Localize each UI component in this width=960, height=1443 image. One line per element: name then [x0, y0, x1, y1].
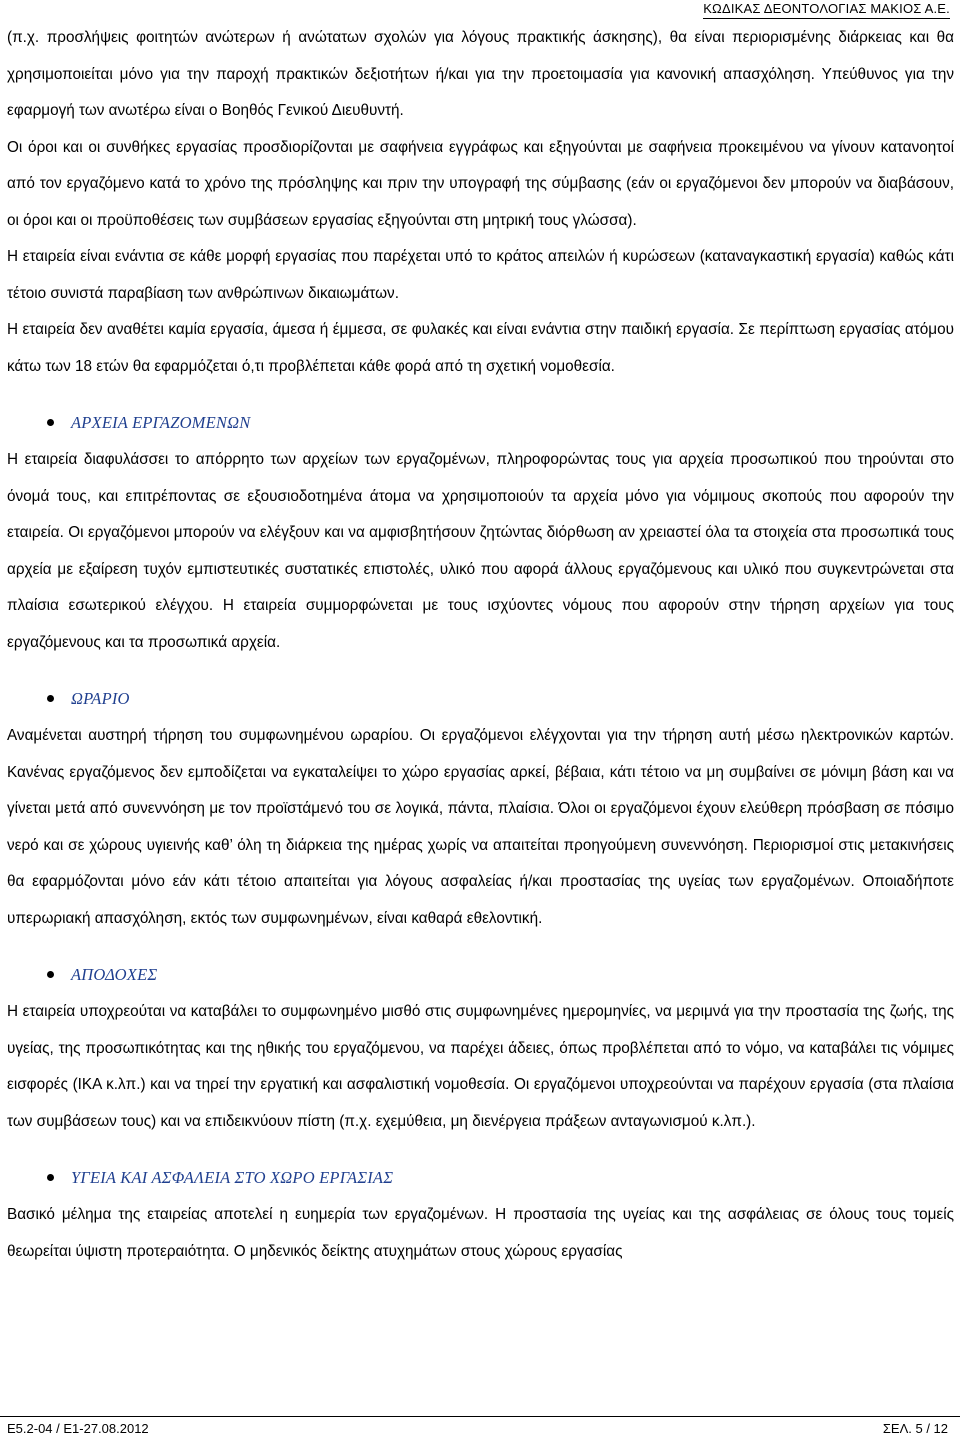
section-body-working-hours: Αναμένεται αυστηρή τήρηση του συμφωνημένου ωραρίου. Οι εργαζόμενοι ελέγχονται για την τήρηση αυτή μέσω ηλεκτρονικών καρτών. Κανένας εργαζόμενος δεν εμποδίζεται να εγκαταλείψει το χώρο εργασίας αρκεί, βέβαια, κάτι τέτοιο να μη συμβαίνει σε μόνιμη βάση και να γίνεται μετά από συνεννόηση με τον προϊστάμενό του σε λογικά, πάντα, πλαίσια. Όλοι οι εργαζόμενοι έχουν ελεύθερη πρόσβαση σε πόσιμο νερό και σε χώρους υγιεινής καθ’ όλη τη διάρκεια της ημέρας χωρίς να απαιτείται προηγούμενη συνεννόηση. Περιορισμοί στις μετακινήσεις θα εφαρμόζονται μόνο εάν κάτι τέτοιο απαιτείται για λόγους ασφαλείας ή/και προστασίας της υγείας των εργαζομένων. Οποιαδήποτε υπερωριακή απασχόληση, εκτός των συμφωνημένων, είναι καθαρά εθελοντική. [7, 727, 954, 927]
intro-paragraph-2: Οι όροι και οι συνθήκες εργασίας προσδιορίζονται με σαφήνεια εγγράφως και εξηγούνται με σαφήνεια προκειμένου να γίνουν κατανοητοί από τον εργαζόμενο κατά το χρόνο της πρόσληψης και πριν την υπογραφή της σύμβασης (εάν οι εργαζόμενοι δεν μπορούν να διαβάσουν, οι όροι και οι προϋποθέσεις των συμβάσεων εργασίας εξηγούνται στη μητρική τους γλώσσα). [7, 138, 954, 229]
page-header [703, 0, 950, 19]
section-body-employee-records: Η εταιρεία διαφυλάσσει το απόρρητο των αρχείων των εργαζομένων, πληροφορώντας τους για αρχεία προσωπικού που τηρούνται στο όνομά τους, και επιτρέποντας σε εξουσιοδοτημένα άτομα να χρησιμοποιούν τα αρχεία μόνο για νόμιμους σκοπούς που αφορούν την εταιρεία. Οι εργαζόμενοι μπορούν να ελέγξουν και να αμφισβητήσουν ζητώντας διόρθωση αν χρειαστεί όλα τα στοιχεία στα προσωπικά τους αρχεία με εξαίρεση τυχόν εμπιστευτικές συστατικές επιστολές, υλικό που αφορά άλλους εργαζόμενους και υλικό που συγκεντρώνεται στα πλαίσια εσωτερικού ελέγχου. Η εταιρεία συμμορφώνεται με τους ισχύοντες νόμους που αφορούν στην τήρηση αρχείων για τους εργαζόμενους και τα προσωπικά αρχεία. [7, 451, 954, 651]
section-heading-working-hours [7, 681, 954, 721]
page-footer [0, 1416, 960, 1443]
section-title: ΑΡΧΕΙΑ ΕΡΓΑΖΟΜΕΝΩΝ [71, 413, 251, 432]
bullet-icon [47, 419, 54, 426]
section-title: ΩΡΑΡΙΟ [71, 689, 130, 708]
intro-paragraph-1: (π.χ. προσλήψεις φοιτητών ανώτερων ή ανώτατων σχολών για λόγους πρακτικής άσκησης), θα είναι περιορισμένης διάρκειας και θα χρησιμοποιείται μόνο για την παροχή πρακτικών δεξιοτήτων ή/και για την προετοιμασία για κανονική απασχόληση. Υπεύθυνος για την εφαρμογή των ανωτέρω είναι ο Βοηθός Γενικού Διευθυντή. [7, 29, 954, 119]
section-title: ΑΠΟΔΟΧΕΣ [71, 965, 158, 984]
bullet-icon [47, 695, 54, 702]
document-title: ΚΩΔΙΚΑΣ ΔΕΟΝΤΟΛΟΓΙΑΣ ΜΑΚΙΟΣ Α.Ε. [703, 1, 950, 16]
section-body-remuneration: Η εταιρεία υποχρεούται να καταβάλει το συμφωνημένο μισθό στις συμφωνημένες ημερομηνίες, να μεριμνά για την προστασία της ζωής, της υγείας, της προσωπικότητας και της ηθικής του εργαζόμενου, να παρέχει άδειες, όπως προβλέπεται από το νόμο, να καταβάλει τις νόμιμες εισφορές (ΙΚΑ κ.λπ.) και να τηρεί την εργατική και ασφαλιστική νομοθεσία. Οι εργαζόμενοι υποχρεούνται να παρέχουν εργασία (στα πλαίσια των συμβάσεων τους) και να επιδεικνύουν πίστη (π.χ. εχεμύθεια, μη διενέργεια πράξεων ανταγωνισμού κ.λπ.). [7, 1003, 954, 1130]
section-heading-employee-records [7, 405, 954, 445]
bullet-icon [47, 971, 54, 978]
bullet-icon [47, 1174, 54, 1181]
section-heading-remuneration [7, 957, 954, 997]
intro-paragraph-3: Η εταιρεία είναι ενάντια σε κάθε μορφή εργασίας που παρέχεται υπό το κράτος απειλών ή κυρώσεων (καταναγκαστική εργασία) καθώς κάτι τέτοιο συνιστά παραβίαση των ανθρώπινων δικαιωμάτων. [7, 248, 954, 302]
document-code: Ε5.2-04 / Ε1-27.08.2012 [7, 1421, 149, 1436]
document-body [7, 20, 954, 1270]
page-number: ΣΕΛ. 5 / 12 [882, 1421, 948, 1436]
section-heading-health-safety [7, 1160, 954, 1200]
section-title: ΥΓΕΙΑ ΚΑΙ ΑΣΦΑΛΕΙΑ ΣΤΟ ΧΩΡΟ ΕΡΓΑΣΙΑΣ [71, 1168, 394, 1187]
intro-paragraph-4: Η εταιρεία δεν αναθέτει καμία εργασία, άμεσα ή έμμεσα, σε φυλακές και είναι ενάντια στην παιδική εργασία. Σε περίπτωση εργασίας ατόμου κάτω των 18 ετών θα εφαρμόζεται ό,τι προβλέπεται κάθε φορά από τη σχετική νομοθεσία. [7, 321, 954, 375]
section-body-health-safety: Βασικό μέλημα της εταιρείας αποτελεί η ευημερία των εργαζομένων. Η προστασία της υγείας και της ασφάλειας σε όλους τους τομείς θεωρείται ύψιστη προτεραιότητα. Ο μηδενικός δείκτης ατυχημάτων στους χώρους εργασίας [7, 1206, 954, 1260]
